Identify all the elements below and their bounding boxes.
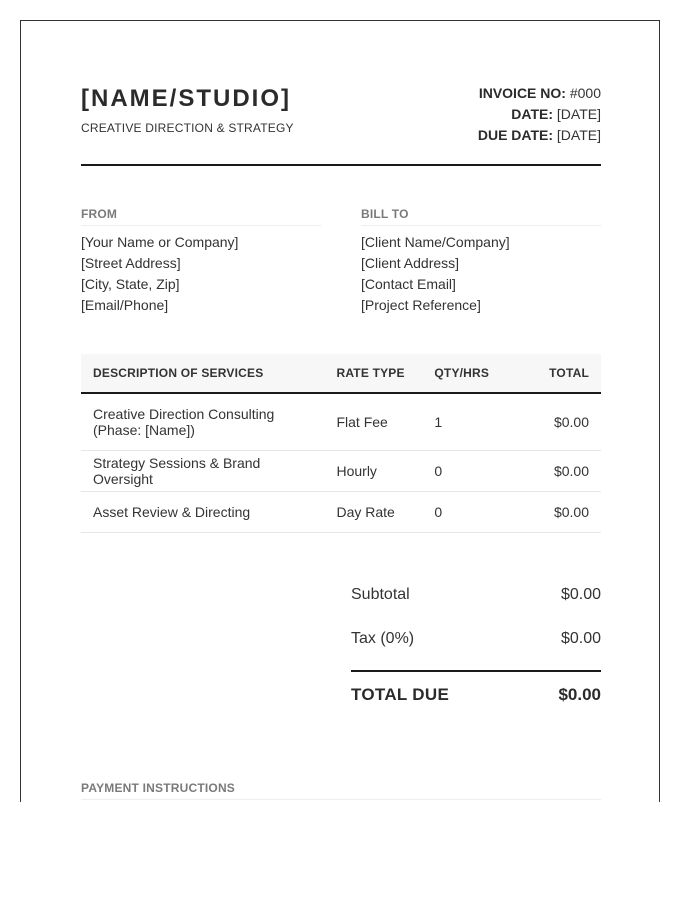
due-date-value: [DATE]: [556, 127, 601, 143]
service-rate-type: Hourly: [324, 451, 422, 492]
from-block: [81, 207, 321, 316]
subtotal-row: [351, 586, 601, 630]
column-header-total: TOTAL: [516, 354, 601, 393]
service-qty: 0: [422, 492, 515, 533]
service-total: $0.00: [516, 393, 601, 451]
from-line: [Email/Phone]: [81, 297, 169, 313]
table-row: [81, 492, 601, 533]
invoice-header: [81, 85, 601, 143]
service-qty: 1: [422, 393, 515, 451]
from-heading: FROM: [81, 207, 321, 226]
tax-row: [351, 630, 601, 674]
invoice-date-row: [478, 104, 601, 125]
invoice-number-label: INVOICE NO:: [478, 85, 566, 101]
payment-instructions-heading: PAYMENT INSTRUCTIONS: [81, 781, 601, 800]
payment-section: [81, 781, 601, 800]
header-divider: [81, 164, 601, 166]
invoice-meta: [478, 83, 601, 146]
bill-to-line: [Contact Email]: [361, 276, 456, 292]
from-line: [City, State, Zip]: [81, 276, 180, 292]
bill-to-line: [Client Address]: [361, 255, 460, 271]
subtotal-value: $0.00: [560, 586, 601, 603]
column-header-description: DESCRIPTION OF SERVICES: [81, 354, 324, 393]
studio-name: [NAME/STUDIO]: [81, 85, 291, 112]
invoice-page: [20, 20, 660, 802]
studio-tagline: CREATIVE DIRECTION & STRATEGY: [81, 121, 294, 135]
total-due-value: $0.00: [558, 685, 601, 704]
total-due-label: TOTAL DUE: [351, 685, 450, 704]
service-rate-type: Flat Fee: [324, 393, 422, 451]
bill-to-line: [Project Reference]: [361, 297, 481, 313]
service-total: $0.00: [516, 451, 601, 492]
due-date-label: DUE DATE:: [477, 127, 554, 143]
from-line: [Your Name or Company]: [81, 234, 239, 250]
service-rate-type: Day Rate: [324, 492, 422, 533]
table-row: [81, 393, 601, 451]
invoice-date-label: DATE:: [511, 106, 554, 122]
service-description: Strategy Sessions & Brand Oversight: [81, 451, 324, 492]
service-total: $0.00: [516, 492, 601, 533]
service-description: Asset Review & Directing: [81, 492, 324, 533]
invoice-number-value: #000: [569, 85, 601, 101]
column-header-rate-type: RATE TYPE: [324, 354, 422, 393]
services-table: [81, 354, 601, 533]
column-header-qty: QTY/HRS: [422, 354, 515, 393]
service-description: Creative Direction Consulting (Phase: [Name]): [81, 393, 324, 451]
services-header-row: [81, 354, 601, 393]
from-line: [Street Address]: [81, 255, 181, 271]
table-row: [81, 451, 601, 492]
tax-value: $0.00: [560, 630, 601, 647]
totals-section: [351, 586, 601, 715]
tax-label: Tax (0%): [351, 630, 415, 647]
service-qty: 0: [422, 451, 515, 492]
bill-to-heading: BILL TO: [361, 207, 601, 226]
invoice-date-value: [DATE]: [556, 106, 601, 122]
subtotal-label: Subtotal: [351, 586, 410, 603]
bill-to-line: [Client Name/Company]: [361, 234, 510, 250]
invoice-number-row: [478, 83, 601, 104]
due-date-row: [478, 125, 601, 146]
total-due-row: [351, 685, 601, 715]
bill-to-block: [361, 207, 601, 316]
